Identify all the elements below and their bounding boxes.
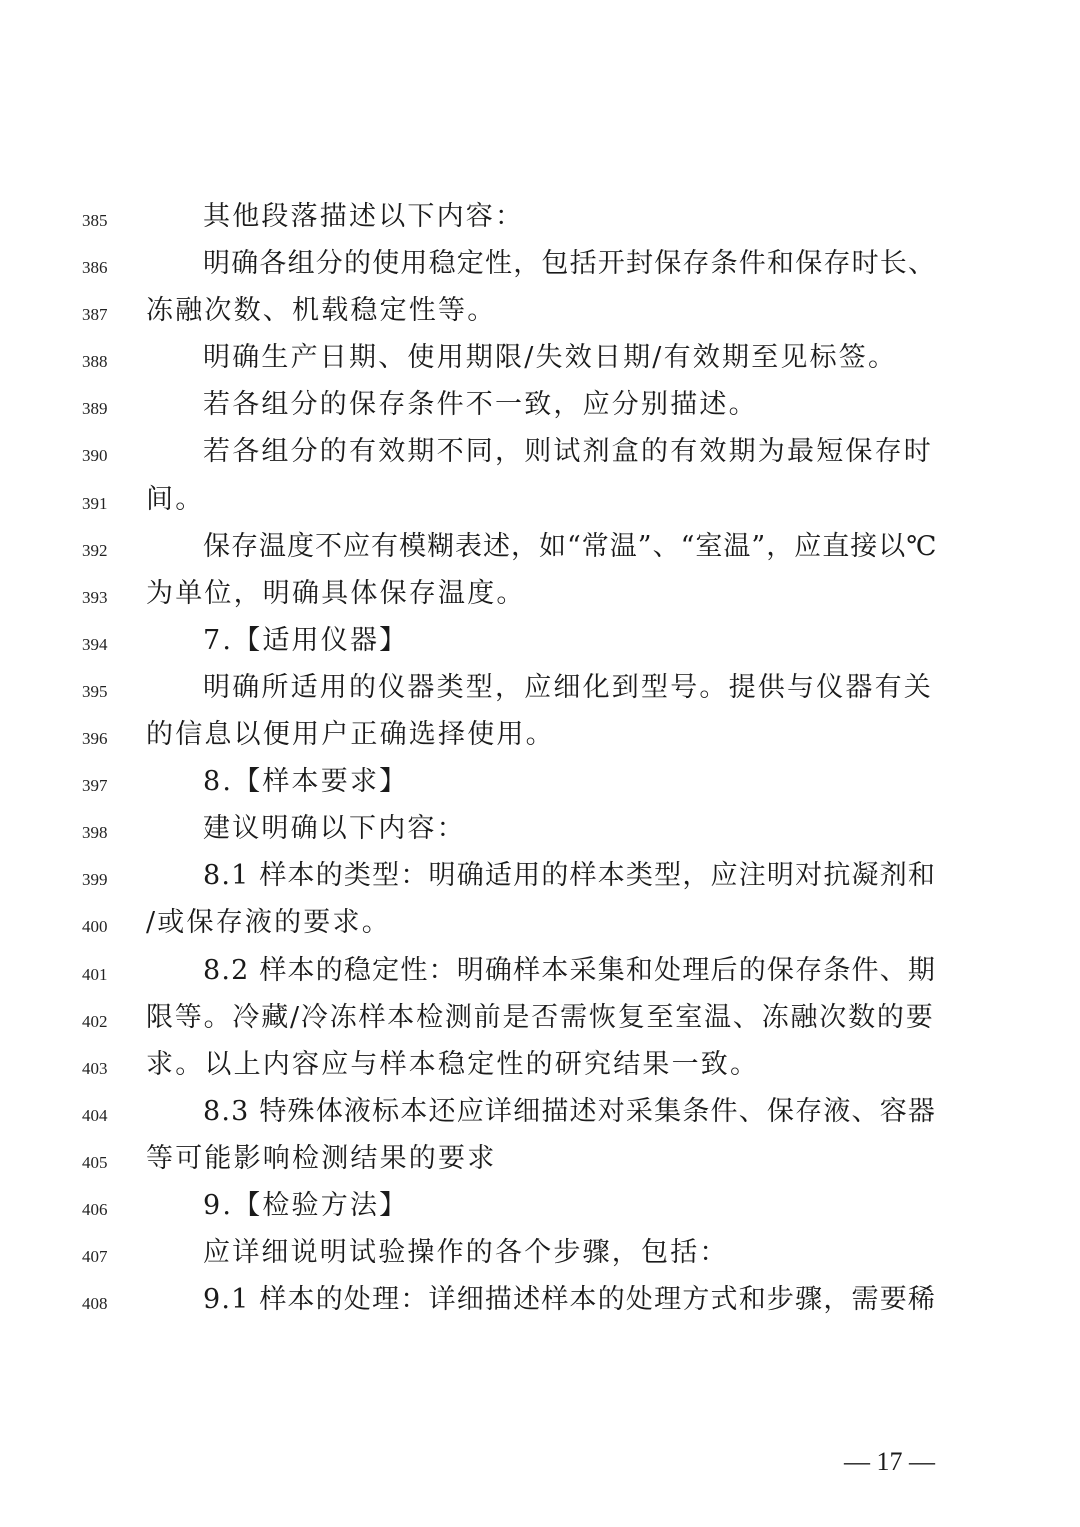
text-line [0,1139,1080,1186]
text-line [0,668,1080,715]
line-text: 9.1 样本的处理：详细描述样本的处理方式和步骤，需要稀 [203,1284,937,1316]
text-line [0,809,1080,856]
line-text: 8.【样本要求】 [203,766,409,798]
line-number: 402 [82,1011,108,1031]
line-text: 9.【检验方法】 [203,1189,409,1221]
line-text: 若各组分的保存条件不一致，应分别描述。 [203,389,758,421]
line-number: 399 [82,870,108,890]
line-text: 建议明确以下内容： [203,813,466,845]
line-text: 等可能影响检测结果的要求 [146,1142,497,1174]
text-line [0,903,1080,950]
line-text: 保存温度不应有模糊表述，如“常温”、“室温”，应直接以℃ [203,530,938,562]
line-text: 明确各组分的使用稳定性，包括开封保存条件和保存时长、 [203,248,937,280]
line-number: 389 [82,399,108,419]
line-number: 408 [82,1294,108,1314]
line-number: 397 [82,776,108,796]
text-line [0,1092,1080,1139]
text-body [0,197,1080,1327]
text-line [0,291,1080,338]
line-text: 8.3 特殊体液标本还应详细描述对采集条件、保存液、容器 [203,1095,937,1127]
text-line [0,1186,1080,1233]
line-text: 求。以上内容应与样本稳定性的研究结果一致。 [146,1048,760,1080]
line-number: 400 [82,917,108,937]
text-line [0,432,1080,479]
line-number: 396 [82,729,108,749]
text-line [0,385,1080,432]
line-text: 8.2 样本的稳定性：明确样本采集和处理后的保存条件、期 [203,954,937,986]
text-line [0,715,1080,762]
text-line [0,1280,1080,1327]
line-number: 405 [82,1152,108,1172]
line-number: 407 [82,1247,108,1267]
line-text: 7.【适用仪器】 [203,624,409,656]
text-line [0,338,1080,385]
line-text: 冻融次数、机载稳定性等。 [146,295,497,327]
line-number: 390 [82,446,108,466]
line-number: 385 [82,211,108,230]
text-line [0,762,1080,809]
line-number: 386 [82,258,108,278]
line-text: 其他段落描述以下内容： [203,201,525,232]
line-number: 394 [82,634,108,654]
text-line [0,480,1080,527]
text-line [0,1233,1080,1280]
text-line [0,998,1080,1045]
text-line [0,951,1080,998]
line-text: /或保存液的要求。 [146,907,391,939]
line-text: 应详细说明试验操作的各个步骤，包括： [203,1237,729,1269]
line-text: 明确所适用的仪器类型，应细化到型号。提供与仪器有关 [203,671,933,703]
text-line [0,856,1080,903]
text-line [0,621,1080,668]
line-text: 限等。冷藏/冷冻样本检测前是否需恢复至室温、冻融次数的要 [146,1001,935,1033]
line-number: 388 [82,352,108,372]
line-text: 间。 [146,483,205,515]
line-text: 明确生产日期、使用期限/失效日期/有效期至见标签。 [203,342,898,374]
line-number: 387 [82,305,108,325]
line-number: 403 [82,1058,108,1078]
line-number: 393 [82,587,108,607]
line-number: 395 [82,681,108,701]
text-line [0,197,1080,244]
line-number: 401 [82,964,108,984]
line-text: 的信息以便用户正确选择使用。 [146,719,555,751]
line-number: 398 [82,823,108,843]
text-line [0,574,1080,621]
line-number: 406 [82,1199,108,1219]
page-number: — 17 — [844,1447,935,1476]
text-line [0,527,1080,574]
line-number: 404 [82,1105,108,1125]
text-line [0,244,1080,291]
line-number: 391 [82,493,108,513]
line-text: 8.1 样本的类型：明确适用的样本类型，应注明对抗凝剂和 [203,860,937,892]
text-line [0,1045,1080,1092]
line-text: 为单位，明确具体保存温度。 [146,577,526,609]
line-number: 392 [82,540,108,560]
line-text: 若各组分的有效期不同，则试剂盒的有效期为最短保存时 [203,436,933,468]
